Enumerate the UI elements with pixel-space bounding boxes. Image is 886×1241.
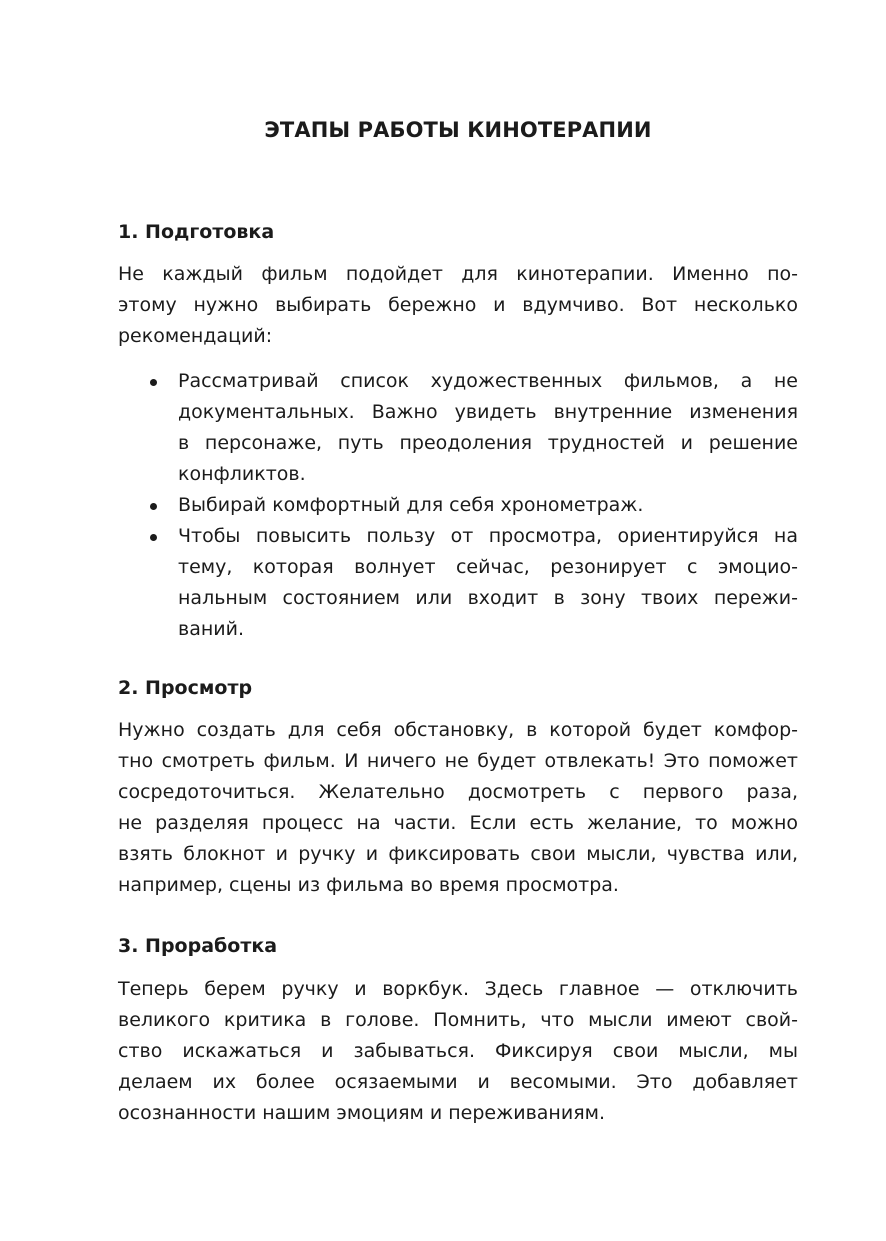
working-through-paragraph [118,974,798,1129]
paragraph-line: сосредоточиться. Желательно досмотреть с первого раза, [118,781,798,803]
paragraph-line: этому нужно выбирать бережно и вдумчиво. Вот несколько [118,294,798,316]
viewing-paragraph [118,715,798,901]
bullet-icon [150,379,157,386]
list-item-line: конфликтов. [178,463,306,485]
paragraph-line: Нужно создать для себя обстановку, в которой будет комфор- [118,719,798,741]
paragraph-line: взять блокнот и ручку и фиксировать свои мысли, чувства или, [118,843,798,865]
list-item-line: Выбирай комфортный для себя хронометраж. [178,494,644,516]
page-title: ЭТАПЫ РАБОТЫ КИНОТЕРАПИИ [264,118,652,142]
list-item [118,366,798,490]
list-item-line: Чтобы повысить пользу от просмотра, ориентируйся на [178,525,798,547]
list-item-line: ваний. [178,618,244,640]
list-item-line: нальным состоянием или входит в зону твоих пережи- [178,587,798,609]
paragraph-line: ство искажаться и забываться. Фиксируя свои мысли, мы [118,1040,798,1062]
paragraph-line: тно смотреть фильм. И ничего не будет отвлекать! Это поможет [118,750,798,772]
section-heading-viewing: 2. Просмотр [118,677,253,699]
list-item-line: в персонаже, путь преодоления трудностей и решение [178,432,798,454]
list-item [118,521,798,645]
bullet-icon [150,534,157,541]
paragraph-line: Не каждый фильм подойдет для кинотерапии. Именно по- [118,263,798,285]
paragraph-line: рекомендаций: [118,325,273,347]
bullet-icon [150,503,157,510]
paragraph-line: делаем их более осязаемыми и весомыми. Это добавляет [118,1071,798,1093]
paragraph-line: например, сцены из фильма во время просмотра. [118,874,619,896]
list-item-line: тему, которая волнует сейчас, резонирует с эмоцио- [178,556,798,578]
preparation-intro-paragraph [118,259,798,352]
section-heading-working-through: 3. Проработка [118,935,278,957]
section-heading-preparation: 1. Подготовка [118,221,275,243]
paragraph-line: осознанности нашим эмоциям и переживаниям. [118,1102,606,1124]
list-item-line: документальных. Важно увидеть внутренние изменения [178,401,798,423]
list-item [118,490,798,521]
list-item-line: Рассматривай список художественных фильмов, а не [178,370,798,392]
recommendations-list [118,366,798,645]
paragraph-line: великого критика в голове. Помнить, что мысли имеют свой- [118,1009,798,1031]
paragraph-line: Теперь берем ручку и воркбук. Здесь главное — отключить [118,978,798,1000]
paragraph-line: не разделяя процесс на части. Если есть желание, то можно [118,812,798,834]
